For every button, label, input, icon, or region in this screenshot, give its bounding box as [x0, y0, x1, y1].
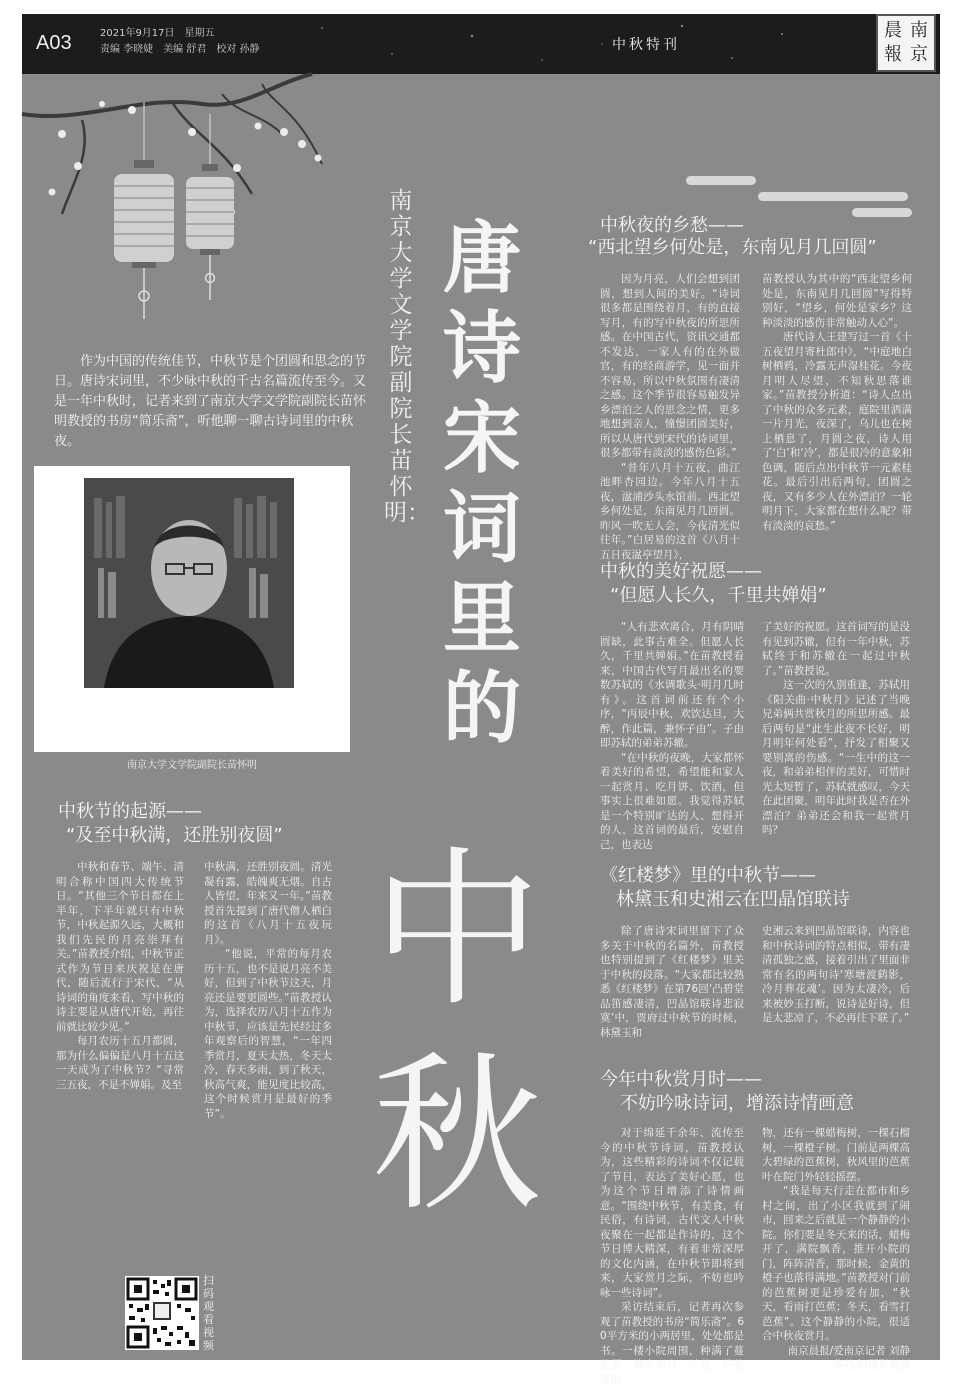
paragraph: 这一次的久别重逢，苏轼用《阳关曲·中秋月》记述了当晚兄弟俩共赏秋月的所思所感。最后两句是“此生此夜不长好，明月明年何处看”，抒发了相聚又要别离的伤感。“一生中的这一夜，和弟弟相伴的美好，可惜时光太短暂了，苏轼就感叹，今天在此团聚，明年此时我是否在外漂泊？弟弟还会和我一起赏月吗？ [762, 679, 910, 836]
headline-char: 唐 [442, 213, 521, 304]
vertical-subtitle: 南京大学文学院副院长苗怀明： [384, 188, 430, 526]
paragraph: 中秋和春节、端午、清明合称中国四大传统节日。“其他三个节日都在上半年，下半年就只有中秋节，中秋起源久远，大概和我们先民的月亮崇拜有关。”苗教授介绍，中秋节正式作为节日来庆祝是在唐代，随后流行于宋代，“从诗词的角度来看，写中秋的诗主要是从唐代开始，再往前就比较少见。” [56, 861, 184, 1033]
newspaper-logo [876, 14, 936, 72]
enjoy-col-2 [762, 1126, 910, 1373]
paragraph: 物，还有一棵蜡梅树，一棵石榴树，一棵橙子树。门前是两棵高大碧绿的芭蕉树，秋风里的芭蕉叶在院门外轻轻摇摆。 [762, 1127, 910, 1183]
enjoy-title-1: 今年中秋赏月时—— [600, 1069, 762, 1090]
wishes-title-2: “但愿人长久，千里共婵娟” [610, 585, 827, 606]
wishes-col-1 [600, 620, 744, 852]
headline-char: 诗 [442, 303, 521, 394]
byline: 华苏杰/摄影视频 [832, 1359, 910, 1371]
headline-char: 宋 [442, 393, 521, 484]
paragraph: 采访结束后，记者再次参观了苗教授的书房“简乐斋”。60平方米的小两居里，处处都是书。一楼小院周围，种满了蔓陀罗、滴水观音、兰花、芦荟等植 [600, 1301, 744, 1386]
paragraph: 对于绵延千余年、流传至今的中秋节诗词，苗教授认为，这些精彩的诗词不仅记载了节日，表达了美好心愿，也为这个节日增添了诗情画意。“围绕中秋节，有美食，有民俗，有诗词，古代文人中秋夜聚在一起都是作诗的，这个节日博大精深，有着非常深厚的文化内涵，在中秋节即将到来，大家赏月之际，不妨也吟咏一些诗词”。 [600, 1127, 744, 1299]
paragraph: “在中秋的夜晚，大家都怀着美好的希望，希望能和家人一起赏月、吃月饼、饮酒，但事实上很难如愿。我觉得苏轼是一个特别旷达的人、想得开的人，这首词的最后，安慰自己，也表达 [600, 751, 744, 851]
paragraph: 每月农历十五月都圆，那为什么偏偏是八月十五这一天成为了中秋节？“寻常三五夜，不是不婵娟。及至 [56, 1035, 184, 1091]
page-number: A03 [36, 32, 72, 54]
big-char: 秋 [371, 1037, 542, 1235]
paragraph: 了美好的祝愿。这首词写的是没有见到苏辙，但有一年中秋，苏轼终于和苏辙在一起过中秋了。”苗教授说。 [762, 621, 910, 677]
logo-char: 報 [884, 44, 902, 65]
paragraph: 中秋满，还胜别夜圆。清光凝有露，皓魄爽无烟。自古人皆望，年来又一年。”苗教授首先提到了唐代僧人栖白的这首《八月十五夜玩月》。 [204, 861, 332, 946]
section-title: 中秋特刊 [612, 37, 680, 53]
photo-caption: 南京大学文学院副院长苗怀明 [127, 760, 257, 771]
paragraph: “昔年八月十五夜，曲江池畔杏园边。今年八月十五夜，湓浦沙头水馆前。西北望乡何处是，东南见月几回圆。昨风一吹无人会，今夜清光似往年。”白居易的这首《八月十五日夜湓亭望月》， [600, 461, 740, 561]
homesick-title-2: “西北望乡何处是，东南见月几回圆” [588, 237, 877, 258]
lead-paragraph: 作为中国的传统佳节，中秋节是个团圆和思念的节日。唐诗宋词里，不少咏中秋的千古名篇流传至今。又是一年中秋时，记者来到了南京大学文学院副院长苗怀明教授的书房“简乐斋”，听他聊一聊古诗词里的中秋夜。 [54, 354, 367, 449]
origin-col-2 [204, 860, 332, 1121]
paragraph: “他说，平常的每月农历十五，也不是说月亮不美好，但到了中秋节这天，月亮还是要更圆些。”苗教授认为，选择农历八月十五作为中秋节，应该是先民经过多年观察后的智慧，“一年四季赏月，夏天太热，冬天太冷，春天多雨，到了秋天，秋高气爽，能见度比较高，这个时候赏月是最好的季节”。 [204, 948, 332, 1120]
honglou-col-1 [600, 924, 744, 1040]
plum-lantern-decoration [22, 74, 362, 354]
headline-char: 里 [442, 573, 521, 664]
paragraph: 除了唐诗宋词里留下了众多关于中秋的名篇外，苗教授也特别提到了《红楼梦》里关于中秋的段落。“大家都比较熟悉《红楼梦》在第76回‘凸碧堂品笛感凄清，凹晶馆联诗悲寂寞’中，贾府过中秋节的时候，林黛玉和 [600, 925, 744, 1039]
enjoy-title-2: 不妨吟咏诗词，增添诗情画意 [620, 1093, 854, 1114]
logo-char: 京 [910, 44, 928, 65]
paragraph: “人有悲欢离合，月有阴晴圆缺，此事古难全。但愿人长久，千里共婵娟。”在苗教授看来，中国古代写月最出名的要数苏轼的《水调歌头·明月几时有》。这首词前还有个小序，“丙辰中秋，欢饮达旦，大醉，作此篇，兼怀子由”。子由即苏轼的弟弟苏辙。 [600, 621, 744, 749]
wishes-col-2 [762, 620, 910, 838]
byline: 南京晨报/爱南京记者 刘静 [787, 1344, 910, 1357]
headline-char: 词 [442, 483, 521, 574]
enjoy-col-1 [600, 1126, 744, 1387]
portrait-circle [84, 478, 294, 688]
star-sparkles [262, 14, 862, 74]
paragraph: 因为月亮，人们会想到团圆，想到人间的美好。“诗词很多都是围绕着月，有的直接写月，有的写中秋夜的所思所感。在中国古代，资讯交通都不发达，一家人有的在外做官，有的经商游学，见一面并不容易，所以中秋氛围有凄清之感。这个季节很容易触发异乡漂泊之人的思念之情，更多地想到亲人，憧憬团圆美好，所以从唐代到宋代的诗词里，很多都带有淡淡的感伤色彩。” [600, 273, 740, 459]
logo-char: 晨 [884, 20, 902, 41]
portrait-illustration [84, 478, 294, 688]
date-line: 2021年9月17日 星期五 [100, 28, 215, 39]
origin-title-2: “及至中秋满，还胜别夜圆” [66, 825, 283, 846]
wishes-title-1: 中秋的美好祝愿—— [600, 561, 762, 582]
honglou-title-1: 《红楼梦》里的中秋节—— [600, 865, 816, 886]
page-header [22, 14, 940, 74]
honglou-title-2: 林黛玉和史湘云在凹晶馆联诗 [616, 889, 850, 910]
honglou-col-2 [762, 924, 910, 1026]
qr-icon [125, 1276, 199, 1350]
origin-col-1 [56, 860, 184, 1092]
portrait-photo [34, 466, 350, 752]
big-zhongqiu [367, 829, 547, 1239]
paragraph: 史湘云来到凹晶馆联诗，内容也和中秋诗词的特点相似，带有凄清孤独之感，接着引出了里面非常有名的两句诗‘寒塘渡鹤影，冷月葬花魂’。因为太凄冷，后来被妙玉打断，说诗是好诗，但是太悲凉了，不必再往下联了。” [762, 925, 910, 1024]
big-char: 中 [371, 832, 542, 1030]
qr-label: 扫码观看视频 [203, 1274, 214, 1352]
main-headline [432, 214, 532, 754]
origin-title-1: 中秋节的起源—— [58, 801, 202, 822]
homesick-col-1 [600, 272, 740, 562]
homesick-title-1: 中秋夜的乡愁—— [600, 215, 744, 236]
paragraph: 唐代诗人王建写过一首《十五夜望月寄杜郎中》，“中庭地白树栖鸦，冷露无声湿桂花。今夜月明人尽望，不知秋思落谁家。”苗教授分析道：“诗人点出了中秋的众多元素，庭院里洒满一片月光，夜深了，乌儿也在树上栖息了，月圆之夜，诗人用了‘白’和‘冷’，都是很冷的意象和色调，随后点出中秋节一元素桂花。最后引出后两句，团圆之夜，又有多少人在外漂泊？一轮明月下，大家都在想什么呢？带有淡淡的哀愁。” [762, 331, 912, 532]
editors-line: 责编 李晓婕 美编 舒君 校对 孙静 [100, 44, 260, 55]
homesick-col-2 [762, 272, 912, 533]
paragraph: “我是每天行走在都市和乡村之间，出了小区我就到了闹市，回来之后就是一个静静的小院。你们要是冬天来的话，蜡梅开了，满院飘香，推开小院的门，阵阵清香，那时候，金黄的橙子也落得满地。”苗教授对门前的芭蕉树更是珍爱有加，“秋天，看雨打芭蕉；冬天，看雪打芭蕉”。这个静静的小院，很适合中秋夜赏月。 [762, 1185, 910, 1342]
headline-char: 的 [442, 663, 521, 754]
newspaper-page [22, 14, 940, 1386]
logo-char: 南 [910, 20, 928, 41]
paragraph: 苗教授认为其中的“西北望乡何处是，东南见月几回圆”写得特别好，“望乡，何处是家乡？这种淡淡的感伤非常触动人心”。 [762, 273, 912, 329]
qr-code[interactable] [125, 1276, 199, 1350]
